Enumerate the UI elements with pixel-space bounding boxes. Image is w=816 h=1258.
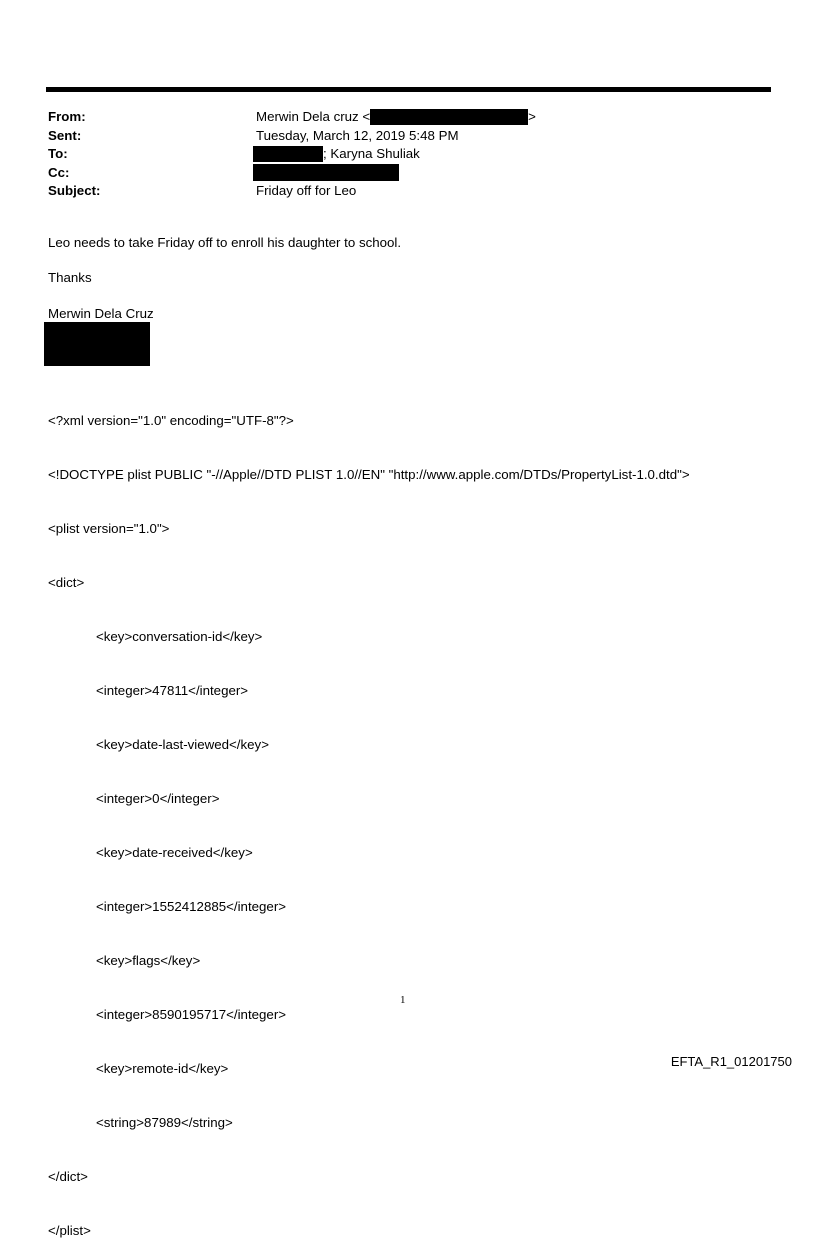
redacted-cc-block bbox=[253, 164, 399, 181]
xml-line: <?xml version="1.0" encoding="UTF-8"?> bbox=[48, 413, 294, 428]
sent-row bbox=[48, 127, 748, 146]
xml-line: <key>flags</key> bbox=[96, 953, 201, 968]
xml-line: <key>date-received</key> bbox=[96, 845, 253, 860]
to-recipient: ; Karyna Shuliak bbox=[323, 146, 420, 161]
xml-line: <integer>0</integer> bbox=[96, 791, 220, 806]
from-close: > bbox=[528, 109, 536, 124]
from-row bbox=[48, 108, 748, 127]
xml-line: <integer>8590195717</integer> bbox=[96, 1007, 287, 1022]
subject-value: Friday off for Leo bbox=[256, 183, 357, 198]
xml-line: <integer>47811</integer> bbox=[96, 683, 249, 698]
xml-line: <string>87989</string> bbox=[96, 1115, 233, 1130]
to-row bbox=[48, 145, 748, 164]
xml-line: </dict> bbox=[48, 1169, 88, 1184]
sent-value: Tuesday, March 12, 2019 5:48 PM bbox=[256, 127, 459, 143]
xml-line: <dict> bbox=[48, 575, 85, 590]
subject-row bbox=[48, 182, 748, 201]
redacted-signature-block bbox=[44, 322, 150, 366]
to-label: To: bbox=[48, 146, 68, 161]
plist-xml-block bbox=[48, 376, 690, 1258]
xml-line: <!DOCTYPE plist PUBLIC "-//Apple//DTD PLIST 1.0//EN" "http://www.apple.com/DTDs/PropertyList-1.0.dtd"> bbox=[48, 467, 690, 482]
from-label: From: bbox=[48, 109, 86, 124]
header-rule bbox=[46, 87, 771, 92]
xml-line: <key>conversation-id</key> bbox=[96, 629, 263, 644]
bates-number: EFTA_R1_01201750 bbox=[670, 1054, 792, 1069]
xml-line: <integer>1552412885</integer> bbox=[96, 899, 287, 914]
to-value bbox=[253, 145, 420, 163]
xml-line: <key>remote-id</key> bbox=[96, 1061, 229, 1076]
from-name: Merwin Dela cruz < bbox=[256, 109, 371, 124]
cc-label: Cc: bbox=[48, 164, 70, 180]
message-text: Leo needs to take Friday off to enroll his daughter to school. bbox=[48, 235, 402, 250]
from-value bbox=[256, 108, 536, 126]
sent-label: Sent: bbox=[48, 127, 82, 143]
cc-value bbox=[253, 164, 399, 182]
subject-label: Subject: bbox=[48, 183, 101, 198]
email-header bbox=[48, 108, 748, 201]
closing-text: Thanks bbox=[48, 270, 92, 285]
page-number: 1 bbox=[400, 994, 406, 1006]
xml-line: </plist> bbox=[48, 1223, 91, 1238]
redacted-recipient-block bbox=[253, 146, 323, 162]
redacted-email-block bbox=[370, 109, 528, 125]
cc-row bbox=[48, 164, 748, 183]
xml-line: <key>date-last-viewed</key> bbox=[96, 737, 269, 752]
signature-name: Merwin Dela Cruz bbox=[48, 306, 154, 321]
xml-line: <plist version="1.0"> bbox=[48, 521, 170, 536]
